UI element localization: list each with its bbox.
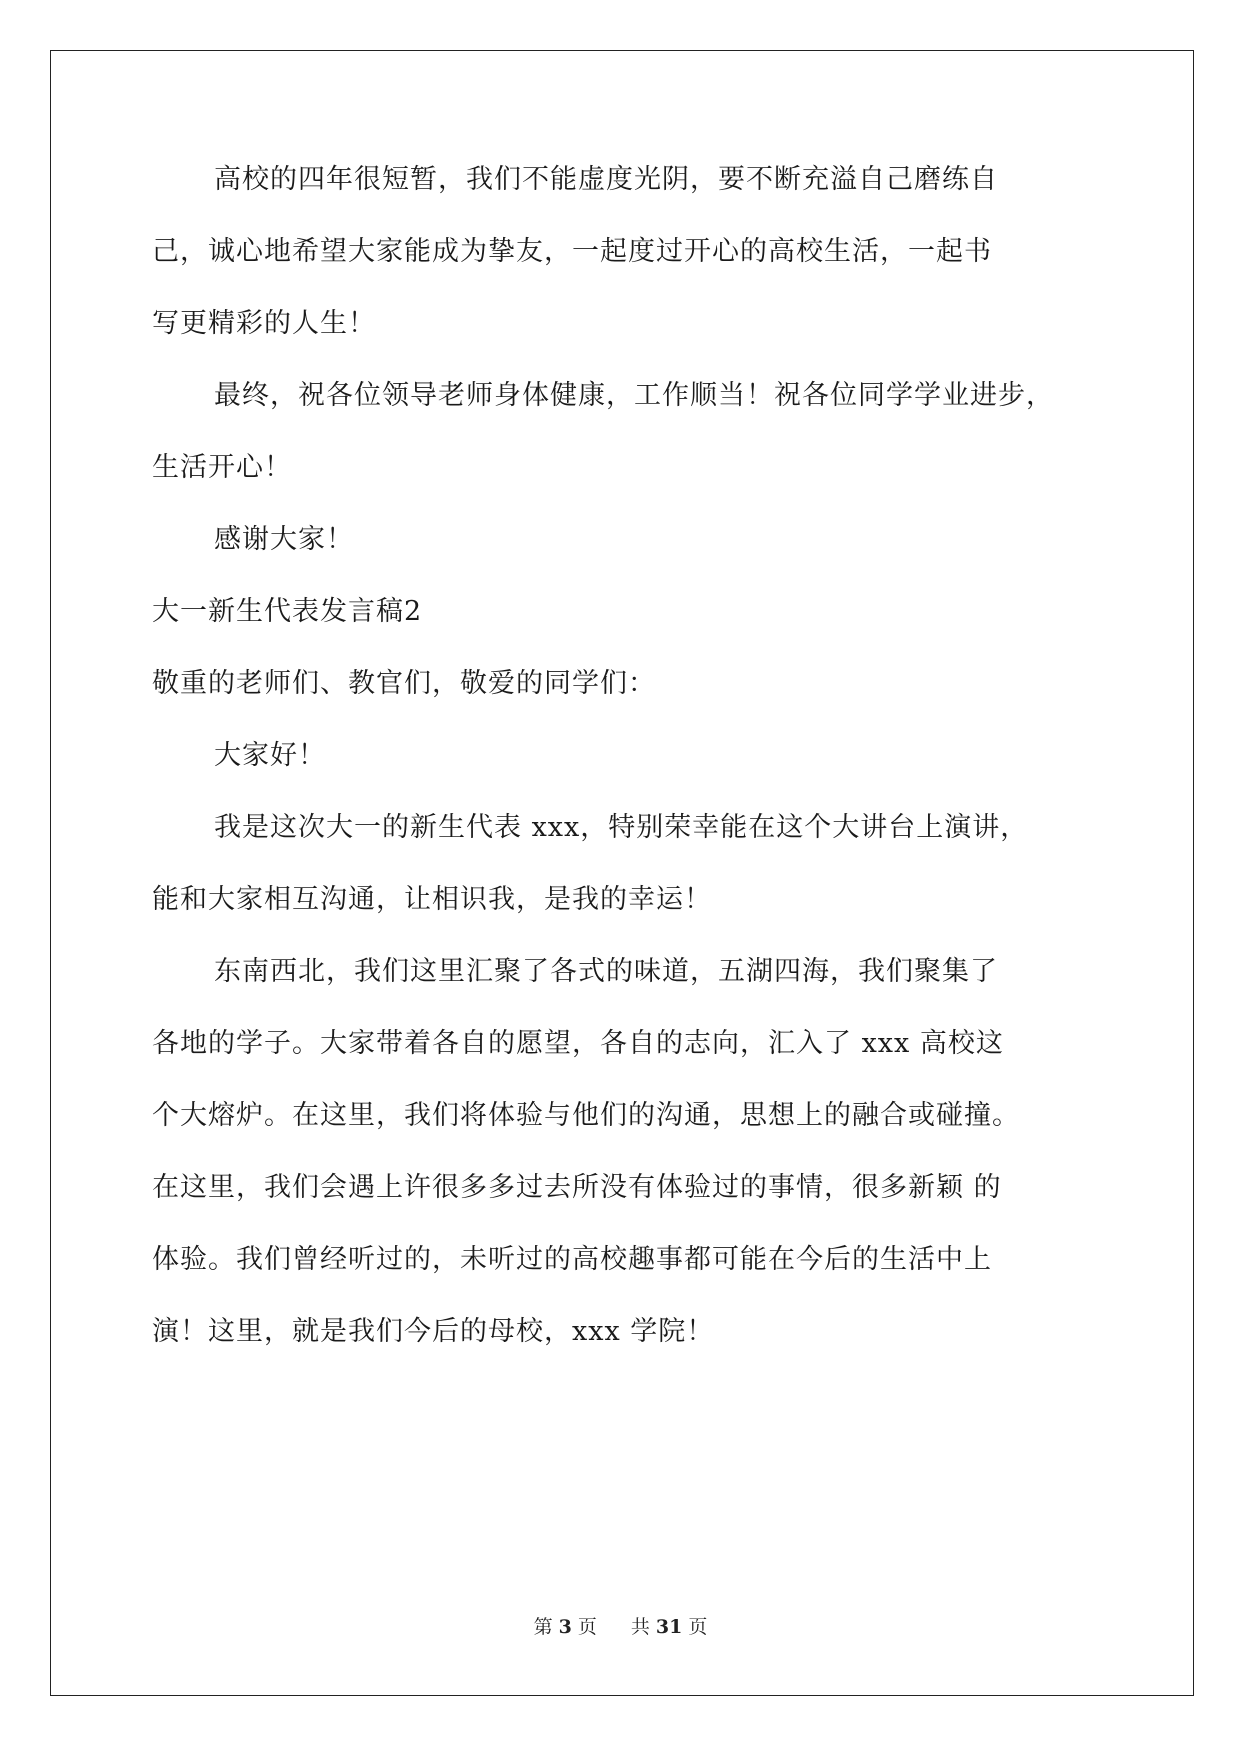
paragraph-line: 个大熔炉。在这里，我们将体验与他们的沟通，思想上的融合或碰撞。	[152, 1100, 1020, 1131]
paragraph-line: 能和大家相互沟通，让相识我，是我的幸运！	[152, 884, 712, 915]
salutation: 敬重的老师们、教官们，敬爱的同学们：	[152, 668, 656, 699]
paragraph-line: 写更精彩的人生！	[152, 308, 376, 339]
paragraph-line: 演！这里，就是我们今后的母校，xxx 学院！	[152, 1316, 715, 1347]
total-prefix: 共	[630, 1616, 650, 1638]
page-unit: 页	[577, 1616, 597, 1638]
paragraph-line: 我是这次大一的新生代表 xxx，特别荣幸能在这个大讲台上演讲，	[214, 812, 1029, 843]
paragraph-line: 体验。我们曾经听过的，未听过的高校趣事都可能在今后的生活中上	[152, 1244, 992, 1275]
page-footer	[0, 1612, 1241, 1639]
paragraph-line: 生活开心！	[152, 452, 292, 483]
page-border	[50, 50, 1194, 1696]
page-current: 3	[558, 1616, 572, 1638]
total-unit: 页	[688, 1616, 708, 1638]
greeting: 大家好！	[214, 740, 326, 771]
page-prefix: 第	[533, 1616, 553, 1638]
page-total: 31	[655, 1616, 683, 1638]
paragraph-line: 高校的四年很短暂，我们不能虚度光阴，要不断充溢自己磨练自	[214, 164, 998, 195]
paragraph-line: 感谢大家！	[214, 524, 354, 555]
paragraph-line: 最终，祝各位领导老师身体健康，工作顺当！祝各位同学学业进步，	[214, 380, 1054, 411]
paragraph-line: 己，诚心地希望大家能成为挚友，一起度过开心的高校生活，一起书	[152, 236, 992, 267]
section-heading: 大一新生代表发言稿2	[152, 596, 423, 627]
paragraph-line: 在这里，我们会遇上许很多多过去所没有体验过的事情，很多新颖 的	[152, 1172, 1002, 1203]
paragraph-line: 各地的学子。大家带着各自的愿望，各自的志向，汇入了 xxx 高校这	[152, 1028, 1004, 1059]
paragraph-line: 东南西北，我们这里汇聚了各式的味道，五湖四海，我们聚集了	[214, 956, 998, 987]
